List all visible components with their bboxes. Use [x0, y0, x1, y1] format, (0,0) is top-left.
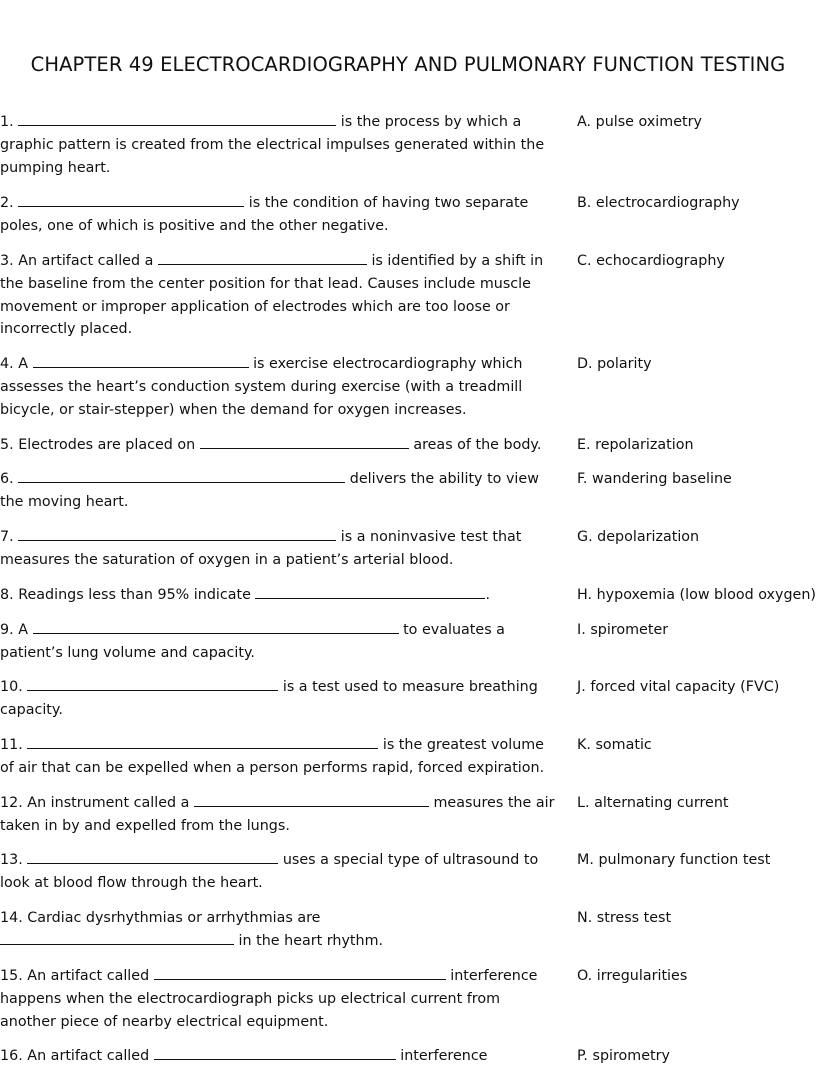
answer-option — [577, 353, 652, 376]
question-text-before: Readings less than 95% indicate — [18, 587, 251, 603]
answer-letter: A. — [577, 114, 592, 130]
answer-blank[interactable] — [200, 434, 409, 449]
question-item — [0, 526, 556, 572]
answer-letter: C. — [577, 253, 592, 269]
question-number: 7. — [0, 529, 14, 545]
question-number: 4. — [0, 356, 14, 372]
answer-text: hypoxemia (low blood oxygen) — [596, 587, 816, 603]
question-text-before: An artifact called — [27, 1048, 150, 1064]
answer-blank[interactable] — [18, 192, 244, 207]
answer-blank[interactable] — [158, 250, 367, 265]
answer-letter: G. — [577, 529, 593, 545]
question-item — [0, 907, 556, 953]
question-number: 1. — [0, 114, 14, 130]
question-number: 12. — [0, 795, 23, 811]
answer-letter: H. — [577, 587, 593, 603]
answer-text: echocardiography — [596, 253, 725, 269]
question-item — [0, 619, 556, 665]
answer-blank[interactable] — [33, 353, 249, 368]
question-item — [0, 734, 556, 780]
question-number: 13. — [0, 852, 23, 868]
answer-letter: D. — [577, 356, 593, 372]
answer-letter: E. — [577, 437, 591, 453]
answer-letter: O. — [577, 968, 593, 984]
answer-letter: L. — [577, 795, 590, 811]
answer-text: pulmonary function test — [598, 852, 771, 868]
answer-blank[interactable] — [18, 111, 336, 126]
answer-option — [577, 792, 728, 815]
question-text-before: An artifact called a — [18, 253, 154, 269]
answer-text: pulse oximetry — [595, 114, 702, 130]
question-item — [0, 1045, 556, 1068]
question-text-after: areas of the body. — [413, 437, 542, 453]
answer-blank[interactable] — [194, 792, 429, 807]
question-text-after: is the condition of having two separate poles, one of which is positive and the other negative. — [0, 195, 529, 234]
question-number: 6. — [0, 471, 14, 487]
answer-text: stress test — [596, 910, 672, 926]
question-item — [0, 792, 556, 838]
answer-option — [577, 965, 687, 988]
question-text-before: A — [18, 356, 28, 372]
question-number: 8. — [0, 587, 14, 603]
answer-letter: N. — [577, 910, 593, 926]
answer-blank[interactable] — [154, 965, 446, 980]
question-item — [0, 434, 556, 457]
question-number: 5. — [0, 437, 14, 453]
answer-text: irregularities — [596, 968, 688, 984]
answer-text: somatic — [595, 737, 652, 753]
answer-blank[interactable] — [27, 849, 278, 864]
answer-text: polarity — [597, 356, 652, 372]
question-item — [0, 468, 556, 514]
answer-letter: M. — [577, 852, 594, 868]
question-item — [0, 584, 556, 607]
question-text-after: interference — [400, 1048, 488, 1064]
answer-option — [577, 619, 668, 642]
answer-option — [577, 849, 770, 872]
question-text-after: is a noninvasive test that measures the saturation of oxygen in a patient’s arterial blood. — [0, 529, 522, 568]
question-item — [0, 111, 556, 179]
question-number: 14. — [0, 910, 23, 926]
question-text-after: measures the air taken in by and expelled from the lungs. — [0, 795, 555, 834]
question-number: 15. — [0, 968, 23, 984]
answer-option — [577, 434, 694, 457]
page-title: CHAPTER 49 ELECTROCARDIOGRAPHY AND PULMONARY FUNCTION TESTING — [30, 53, 786, 76]
question-number: 16. — [0, 1048, 23, 1064]
answer-text: alternating current — [594, 795, 729, 811]
answer-blank[interactable] — [154, 1045, 396, 1060]
question-text-before: An instrument called a — [27, 795, 190, 811]
answer-blank[interactable] — [0, 930, 234, 945]
answer-text: forced vital capacity (FVC) — [590, 679, 780, 695]
answer-text: electrocardiography — [595, 195, 740, 211]
question-item — [0, 676, 556, 722]
answer-text: spirometry — [592, 1048, 670, 1064]
question-text-after: is a test used to measure breathing capacity. — [0, 679, 538, 718]
answer-blank[interactable] — [27, 676, 278, 691]
question-text-after: is exercise electrocardiography which assesses the heart’s conduction system during exercise (with a treadmill bicycle, or stair-stepper) when the demand for oxygen increases. — [0, 356, 523, 418]
answer-option — [577, 250, 725, 273]
answer-text: wandering baseline — [592, 471, 732, 487]
question-text-after: uses a special type of ultrasound to look at blood flow through the heart. — [0, 852, 539, 891]
answer-option — [577, 734, 652, 757]
question-text-before: A — [18, 622, 28, 638]
answer-option — [577, 111, 702, 134]
answer-letter: K. — [577, 737, 591, 753]
answer-option — [577, 676, 779, 699]
answer-option — [577, 907, 671, 930]
question-number: 3. — [0, 253, 14, 269]
answer-blank[interactable] — [18, 468, 345, 483]
answer-letter: F. — [577, 471, 588, 487]
question-text-before: Electrodes are placed on — [18, 437, 196, 453]
answer-text: repolarization — [595, 437, 694, 453]
question-text-after: to evaluates a patient’s lung volume and capacity. — [0, 622, 505, 661]
answer-option — [577, 584, 816, 607]
answer-letter: J. — [577, 679, 586, 695]
answer-option — [577, 1045, 670, 1068]
question-item — [0, 353, 556, 421]
question-text-after: . — [485, 587, 490, 603]
answer-blank[interactable] — [255, 584, 485, 599]
question-text-after: is the process by which a graphic pattern is created from the electrical impulses generated within the pumping heart. — [0, 114, 545, 176]
answer-letter: P. — [577, 1048, 588, 1064]
answer-text: spirometer — [590, 622, 669, 638]
answer-option — [577, 526, 699, 549]
answer-blank[interactable] — [27, 734, 378, 749]
answer-letter: I. — [577, 622, 586, 638]
question-number: 11. — [0, 737, 23, 753]
answer-blank[interactable] — [33, 619, 399, 634]
question-text-before: Cardiac dysrhythmias or arrhythmias are — [27, 910, 321, 926]
question-text-before: An artifact called — [27, 968, 150, 984]
question-text-after: interference happens when the electrocardiograph picks up electrical current from another piece of nearby electrical equipment. — [0, 968, 538, 1030]
question-number: 2. — [0, 195, 14, 211]
question-number: 10. — [0, 679, 23, 695]
answer-text: depolarization — [597, 529, 700, 545]
question-item — [0, 849, 556, 895]
question-text-after: delivers the ability to view the moving heart. — [0, 471, 539, 510]
answer-blank[interactable] — [18, 526, 336, 541]
question-text-after: is identified by a shift in the baseline from the center position for that lead. Causes include muscle movement or improper application of electrodes which are too loose or incorrectly placed. — [0, 253, 544, 338]
answer-option — [577, 468, 732, 491]
question-text-after: is the greatest volume of air that can be expelled when a person performs rapid, forced expiration. — [0, 737, 545, 776]
answer-option — [577, 192, 740, 215]
question-text-after: in the heart rhythm. — [238, 932, 384, 949]
question-number: 9. — [0, 622, 14, 638]
question-item — [0, 192, 556, 238]
question-item — [0, 250, 556, 341]
question-item — [0, 965, 556, 1033]
answer-letter: B. — [577, 195, 592, 211]
